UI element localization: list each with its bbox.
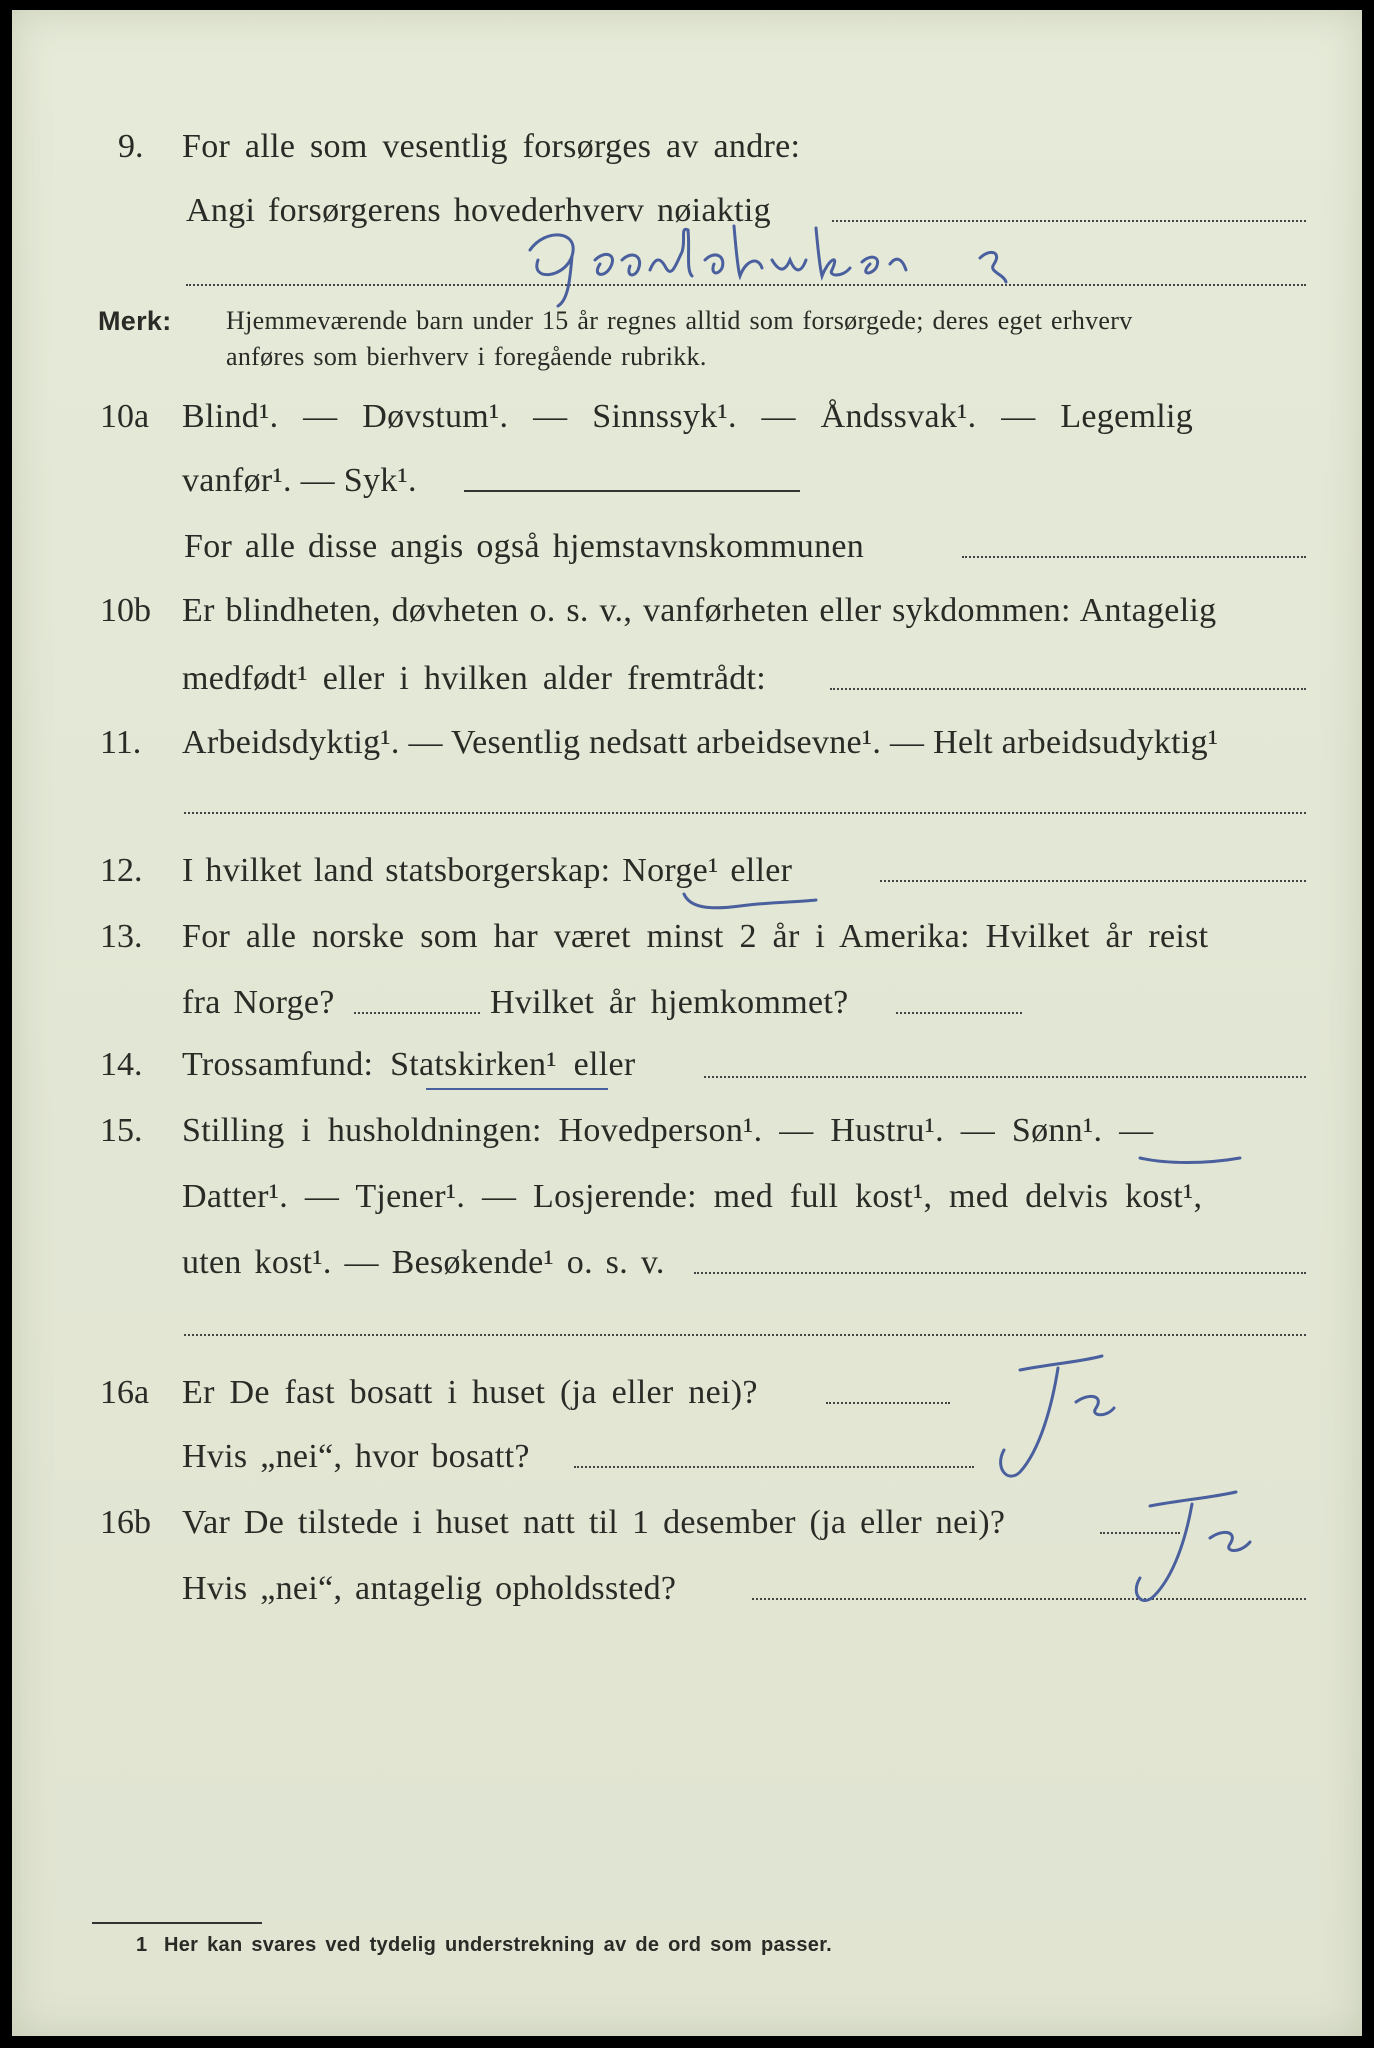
q10b-question-line2: medfødt¹ eller i hvilken alder fremtrådt: bbox=[182, 660, 767, 697]
footnote-mark: 1 bbox=[136, 1934, 148, 1956]
q9-number: 9. bbox=[118, 128, 144, 165]
q9-handwritten-answer bbox=[510, 220, 1160, 315]
q15-answer-dotline-2 bbox=[184, 1334, 1306, 1336]
q15-question-line3: uten kost¹. — Besøkende¹ o. s. v. bbox=[182, 1244, 665, 1281]
merk-line1: Hjemmeværende barn under 15 år regnes alltid som forsørgede; deres eget erhverv bbox=[226, 306, 1133, 335]
q13-question-line2a: fra Norge? bbox=[182, 984, 335, 1021]
handwriting-ja bbox=[980, 1346, 1140, 1486]
q14-number: 14. bbox=[100, 1046, 143, 1083]
q15-question-line2: Datter¹. — Tjener¹. — Losjerende: med full kost¹, med delvis kost¹, bbox=[182, 1178, 1203, 1215]
q11-question: Arbeidsdyktig¹. — Vesentlig nedsatt arbeidsevne¹. — Helt arbeidsudyktig¹ bbox=[182, 724, 1219, 761]
q16b-question: Var De tilstede i huset natt til 1 desember (ja eller nei)? bbox=[182, 1504, 1006, 1541]
q13-question: For alle norske som har været minst 2 år i Amerika: Hvilket år reist bbox=[182, 918, 1209, 955]
q16a-number: 16a bbox=[100, 1374, 150, 1411]
q16a-handwritten-answer bbox=[980, 1346, 1140, 1491]
q9-question: For alle som vesentlig forsørges av andre: bbox=[182, 128, 801, 165]
merk-line2: anføres som bierhverv i foregående rubrikk. bbox=[226, 342, 707, 371]
q12-norge-underline bbox=[680, 890, 820, 920]
q15-number: 15. bbox=[100, 1112, 143, 1149]
q16b-handwritten-answer bbox=[1110, 1484, 1280, 1619]
q15-answer-dotline bbox=[694, 1272, 1306, 1274]
q12-answer-dotline bbox=[880, 880, 1306, 882]
q12-question: I hvilket land statsborgerskap: Norge¹ eller bbox=[182, 852, 793, 889]
q13-number: 13. bbox=[100, 918, 143, 955]
q16b-number: 16b bbox=[100, 1504, 151, 1541]
q16b-question-line2: Hvis „nei“, antagelig opholdssted? bbox=[182, 1570, 677, 1607]
q11-answer-dotline bbox=[184, 812, 1306, 814]
q16a-question-line2: Hvis „nei“, hvor bosatt? bbox=[182, 1438, 530, 1475]
q10a-question-line3: For alle disse angis også hjemstavnskommunen bbox=[184, 528, 865, 565]
q16a-bosatt-dotline bbox=[574, 1466, 974, 1468]
footnote-rule bbox=[92, 1922, 262, 1924]
q16a-question: Er De fast bosatt i huset (ja eller nei)? bbox=[182, 1374, 758, 1411]
q10a-answer-line bbox=[464, 490, 800, 492]
q9-question-line2: Angi forsørgerens hovederhverv nøiaktig bbox=[186, 192, 771, 229]
q10a-hjemstavn-dotline bbox=[962, 556, 1306, 558]
q14-answer-dotline bbox=[704, 1076, 1306, 1078]
handwriting-gaardbruker bbox=[510, 220, 1160, 310]
q16a-answer-dotline bbox=[826, 1402, 950, 1404]
merk-label: Merk: bbox=[98, 306, 172, 336]
q14-question: Trossamfund: Statskirken¹ eller bbox=[182, 1046, 636, 1083]
q14-statskirken-underline bbox=[426, 1088, 608, 1090]
q10b-number: 10b bbox=[100, 592, 151, 629]
q12-number: 12. bbox=[100, 852, 143, 889]
q10b-answer-dotline bbox=[830, 688, 1306, 690]
q10a-number: 10a bbox=[100, 398, 150, 435]
q13-hjemkommet-dotline bbox=[896, 1012, 1022, 1014]
q15-question: Stilling i husholdningen: Hovedperson¹. — Hustru¹. — Sønn¹. — bbox=[182, 1112, 1154, 1149]
q10a-question-line2: vanfør¹. — Syk¹. bbox=[182, 462, 417, 499]
q13-reist-dotline bbox=[354, 1012, 480, 1014]
q10a-question: Blind¹. — Døvstum¹. — Sinnssyk¹. — Åndssvak¹. — Legemlig bbox=[182, 398, 1194, 435]
handwriting-ja-2 bbox=[1110, 1484, 1280, 1614]
q13-question-line2b: Hvilket år hjemkommet? bbox=[490, 984, 849, 1021]
q15-sonn-underline bbox=[1136, 1150, 1246, 1174]
q10b-question: Er blindheten, døvheten o. s. v., vanførheten eller sykdommen: Antagelig bbox=[182, 592, 1217, 629]
footnote-text: Her kan svares ved tydelig understrekning av de ord som passer. bbox=[164, 1934, 833, 1956]
q11-number: 11. bbox=[100, 724, 142, 761]
